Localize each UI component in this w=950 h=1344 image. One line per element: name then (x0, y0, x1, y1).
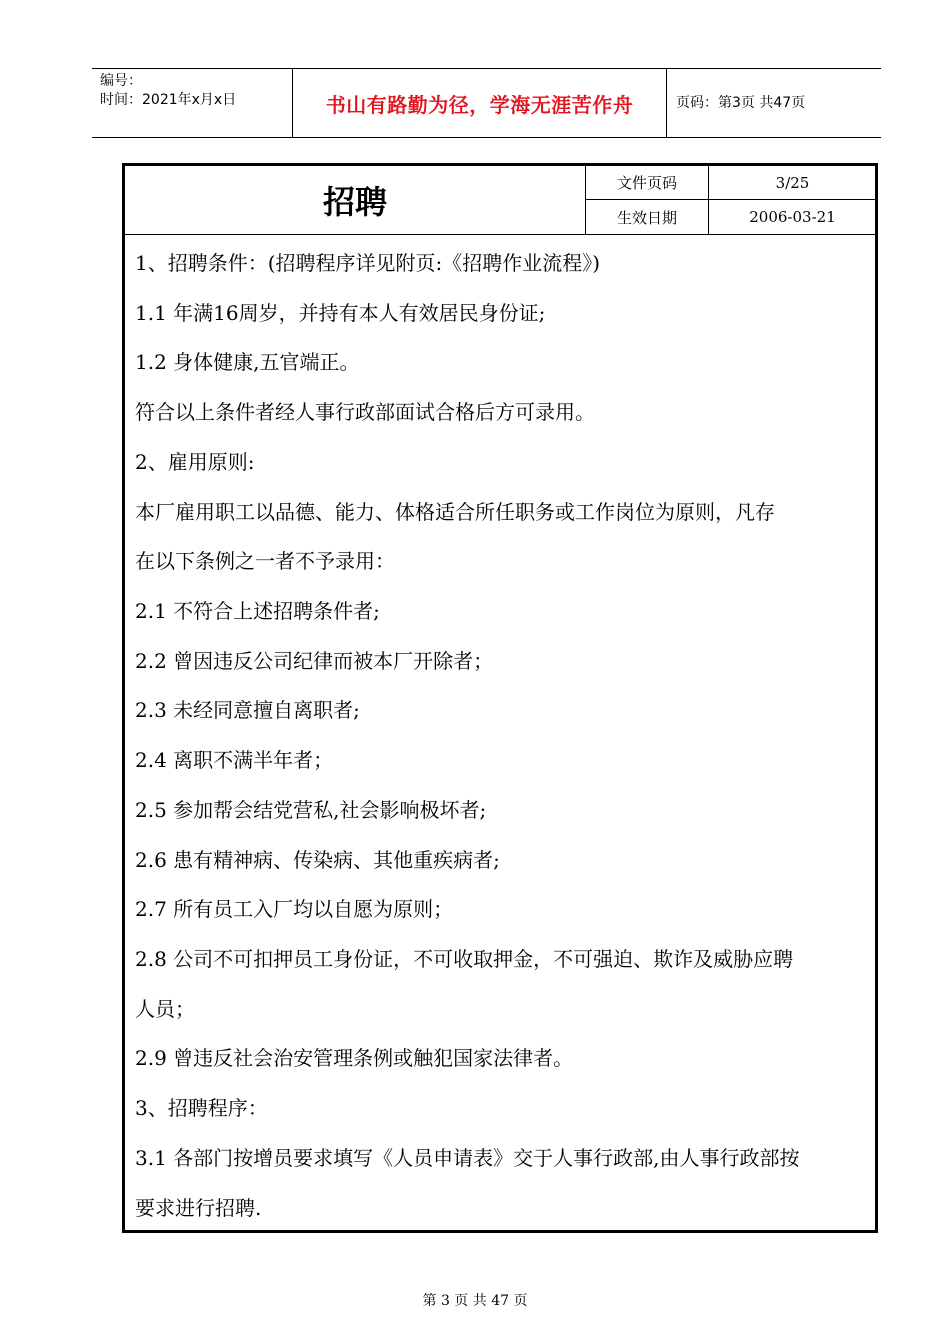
header-info-cell (92, 69, 292, 137)
document-title: 招聘 (322, 183, 387, 221)
body-line: 2.1 不符合上述招聘条件者; (135, 599, 380, 623)
page-number-cell (666, 69, 881, 137)
meta-table (585, 166, 876, 234)
title-row (125, 166, 875, 235)
document-frame (122, 163, 878, 1233)
body-line: 在以下条例之一者不予录用： (135, 549, 395, 573)
meta-row-file-page (586, 166, 876, 200)
body-line: 1、招聘条件：(招聘程序详见附页:《招聘作业流程》) (135, 251, 601, 275)
body-line: 2.2 曾因违反公司纪律而被本厂开除者； (135, 649, 494, 673)
body-line: 2.6 患有精神病、传染病、其他重疾病者; (135, 848, 500, 872)
body-line: 2.8 公司不可扣押员工身份证，不可收取押金，不可强迫、欺诈及威胁应聘 (135, 947, 794, 971)
body-line: 本厂雇用职工以品德、能力、体格适合所任职务或工作岗位为原则，凡存 (135, 500, 775, 524)
effective-date-value: 2006-03-21 (749, 208, 836, 226)
file-page-label: 文件页码 (586, 166, 709, 199)
body-line: 符合以上条件者经人事行政部面试合格后方可录用。 (135, 400, 595, 424)
footer-page-number: 第 3 页 共 47 页 (422, 1293, 528, 1309)
page-number-label: 页码：第3页 共47页 (676, 95, 806, 111)
body-line: 2.3 未经同意擅自离职者; (135, 698, 360, 722)
body-line: 要求进行招聘. (135, 1196, 262, 1220)
motto-text: 书山有路勤为径，学海无涯苦作舟 (325, 92, 634, 117)
body-line: 1.2 身体健康,五官端正。 (135, 350, 360, 374)
time-label: 时间：2021年x月x日 (100, 92, 237, 108)
body-line: 2、雇用原则: (135, 450, 255, 474)
body-line: 1.1 年满16周岁，并持有本人有效居民身份证; (135, 301, 546, 325)
body-line: 2.7 所有员工入厂均以自愿为原则； (135, 897, 454, 921)
body-line: 2.4 离职不满半年者； (135, 748, 334, 772)
body-line: 2.5 参加帮会结党营私,社会影响极坏者; (135, 798, 487, 822)
meta-row-effective-date (586, 200, 876, 234)
motto-cell (292, 69, 667, 137)
page-header (92, 68, 881, 138)
file-page-value: 3/25 (775, 173, 810, 192)
page-footer (0, 1290, 950, 1310)
effective-date-label: 生效日期 (586, 200, 709, 234)
body-line: 3.1 各部门按增员要求填写《人员申请表》交于人事行政部,由人事行政部按 (135, 1146, 800, 1170)
body-line: 3、招聘程序： (135, 1096, 268, 1120)
body-line: 2.9 曾违反社会治安管理条例或触犯国家法律者。 (135, 1046, 574, 1070)
body-line: 人员； (135, 997, 195, 1021)
number-label: 编号： (100, 73, 142, 89)
